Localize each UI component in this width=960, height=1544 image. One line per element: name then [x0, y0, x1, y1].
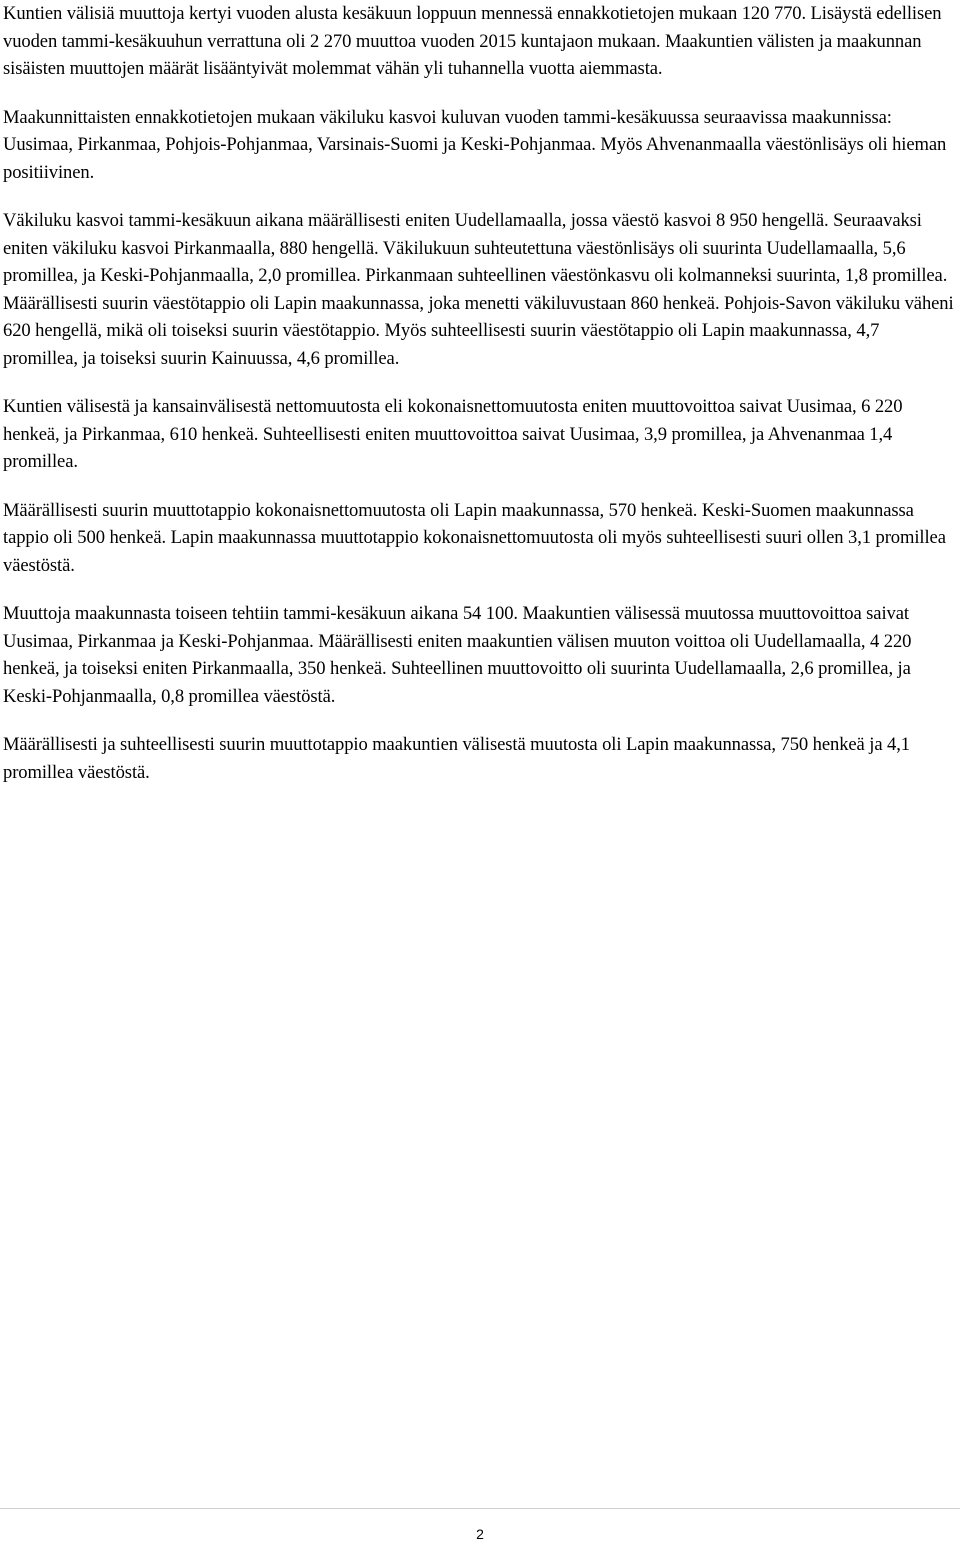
footer-divider	[0, 1508, 960, 1509]
paragraph-interregional-migration: Muuttoja maakunnasta toiseen tehtiin tammi-kesäkuun aikana 54 100. Maakuntien välisessä muutossa muuttovoittoa saivat Uusimaa, Pirkanmaa ja Keski-Pohjanmaa. Määrällisesti eniten maakuntien välisen muuton voittoa oli Uudellamaalla, 4 220 henkeä, ja toiseksi eniten Pirkanmaalla, 350 henkeä. Suhteellinen muuttovoitto oli suurinta Uudellamaalla, 2,6 promillea, ja Keski-Pohjanmaalla, 0,8 promillea väestöstä.	[3, 603, 912, 707]
paragraph-net-migration-loss: Määrällisesti suurin muuttotappio kokonaisnettomuutosta oli Lapin maakunnassa, 570 henkeä. Keski-Suomen maakunnassa tappio oli 500 henkeä. Lapin maakunnassa muuttotappio kokonaisnettomuutosta oli myös suhteellisesti suuri ollen 3,1 promillea väestöstä.	[3, 499, 946, 576]
page-number: 2	[476, 1526, 484, 1542]
paragraph-migration-total: Kuntien välisiä muuttoja kertyi vuoden alusta kesäkuun loppuun mennessä ennakkotietojen mukaan 120 770. Lisäystä edellisen vuoden tammi-kesäkuuhun verrattuna oli 2 270 muuttoa vuoden 2015 kuntajaon mukaan. Maakuntien välisten ja maakunnan sisäisten muuttojen määrät lisääntyivät molemmat vähän yli tuhannella vuotta aiemmasta.	[3, 3, 942, 79]
paragraph-population-growth-regions: Maakunnittaisten ennakkotietojen mukaan väkiluku kasvoi kuluvan vuoden tammi-kesäkuussa seuraavissa maakunnissa: Uusimaa, Pirkanmaa, Pohjois-Pohjanmaa, Varsinais-Suomi ja Keski-Pohjanmaa. Myös Ahvenanmaalla väestönlisäys oli hieman positiivinen.	[3, 106, 947, 183]
document-body	[3, 0, 958, 807]
paragraph-lapland-migration-loss: Määrällisesti ja suhteellisesti suurin muuttotappio maakuntien välisestä muutosta oli Lapin maakunnassa, 750 henkeä ja 4,1 promillea väestöstä.	[3, 734, 910, 783]
paragraph-net-migration-gain: Kuntien välisestä ja kansainvälisestä nettomuutosta eli kokonaisnettomuutosta eniten muuttovoittoa saivat Uusimaa, 6 220 henkeä, ja Pirkanmaa, 610 henkeä. Suhteellisesti eniten muuttovoittoa saivat Uusimaa, 3,9 promillea, ja Ahvenanmaa 1,4 promillea.	[3, 396, 903, 472]
paragraph-population-change-details: Väkiluku kasvoi tammi-kesäkuun aikana määrällisesti eniten Uudellamaalla, jossa väestö kasvoi 8 950 hengellä. Seuraavaksi eniten väkiluku kasvoi Pirkanmaalla, 880 hengellä. Väkilukuun suhteutettuna väestönlisäys oli suurinta Uudellamaalla, 5,6 promillea, ja Keski-Pohjanmaalla, 2,0 promillea. Pirkanmaan suhteellinen väestönkasvu oli kolmanneksi suurinta, 1,8 promillea. Määrällisesti suurin väestötappio oli Lapin maakunnassa, joka menetti väkiluvustaan 860 henkeä. Pohjois-Savon väkiluku väheni 620 hengellä, mikä oli toiseksi suurin väestötappio. Myös suhteellisesti suurin väestötappio oli Lapin maakunnassa, 4,7 promillea, ja toiseksi suurin Kainuussa, 4,6 promillea.	[3, 210, 954, 369]
